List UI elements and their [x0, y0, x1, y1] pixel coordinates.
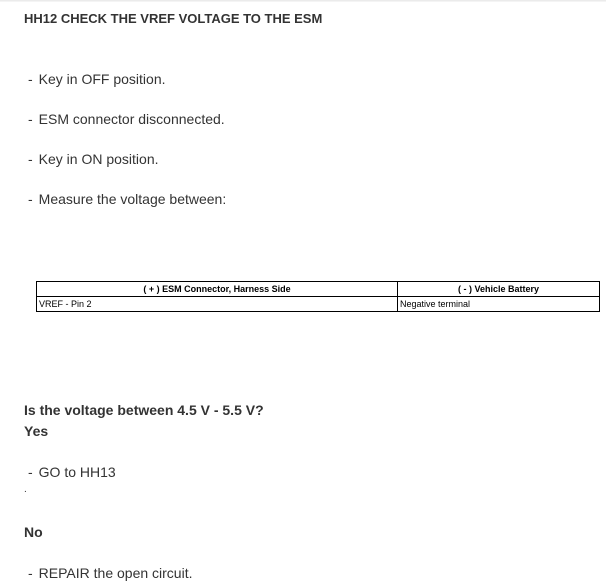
cell-esm-pin: VREF - Pin 2	[37, 297, 398, 312]
table-row	[37, 297, 600, 312]
yes-label: Yes	[24, 423, 49, 439]
table-header-row	[37, 282, 600, 297]
yes-action	[28, 464, 116, 480]
bullet-dash: -	[28, 111, 33, 127]
step-text: Key in OFF position.	[38, 71, 166, 87]
bullet-dash: -	[28, 71, 33, 87]
voltage-question: Is the voltage between 4.5 V - 5.5 V?	[24, 402, 264, 418]
step-text: Key in ON position.	[38, 151, 159, 167]
bullet-dash: -	[28, 191, 33, 207]
header-esm-connector: ( + ) ESM Connector, Harness Side	[37, 282, 398, 297]
measurement-table	[36, 281, 600, 312]
step-key-off	[28, 71, 166, 87]
step-key-on	[28, 151, 159, 167]
header-vehicle-battery: ( - ) Vehicle Battery	[398, 282, 600, 297]
no-label: No	[24, 524, 43, 540]
step-measure-voltage	[28, 191, 226, 207]
cell-battery-terminal: Negative terminal	[398, 297, 600, 312]
page-title: HH12 CHECK THE VREF VOLTAGE TO THE ESM	[24, 11, 323, 26]
step-connector-disconnected	[28, 111, 225, 127]
bullet-dash: -	[28, 565, 33, 581]
no-action	[28, 565, 192, 581]
go-to-hh13-link[interactable]: GO to HH13	[38, 464, 116, 480]
bullet-dash: -	[28, 464, 33, 480]
top-divider	[0, 0, 606, 2]
step-text: Measure the voltage between:	[38, 191, 227, 207]
step-text: ESM connector disconnected.	[38, 111, 225, 127]
trailing-dot: .	[24, 484, 27, 495]
repair-text: REPAIR the open circuit.	[38, 565, 193, 581]
bullet-dash: -	[28, 151, 33, 167]
